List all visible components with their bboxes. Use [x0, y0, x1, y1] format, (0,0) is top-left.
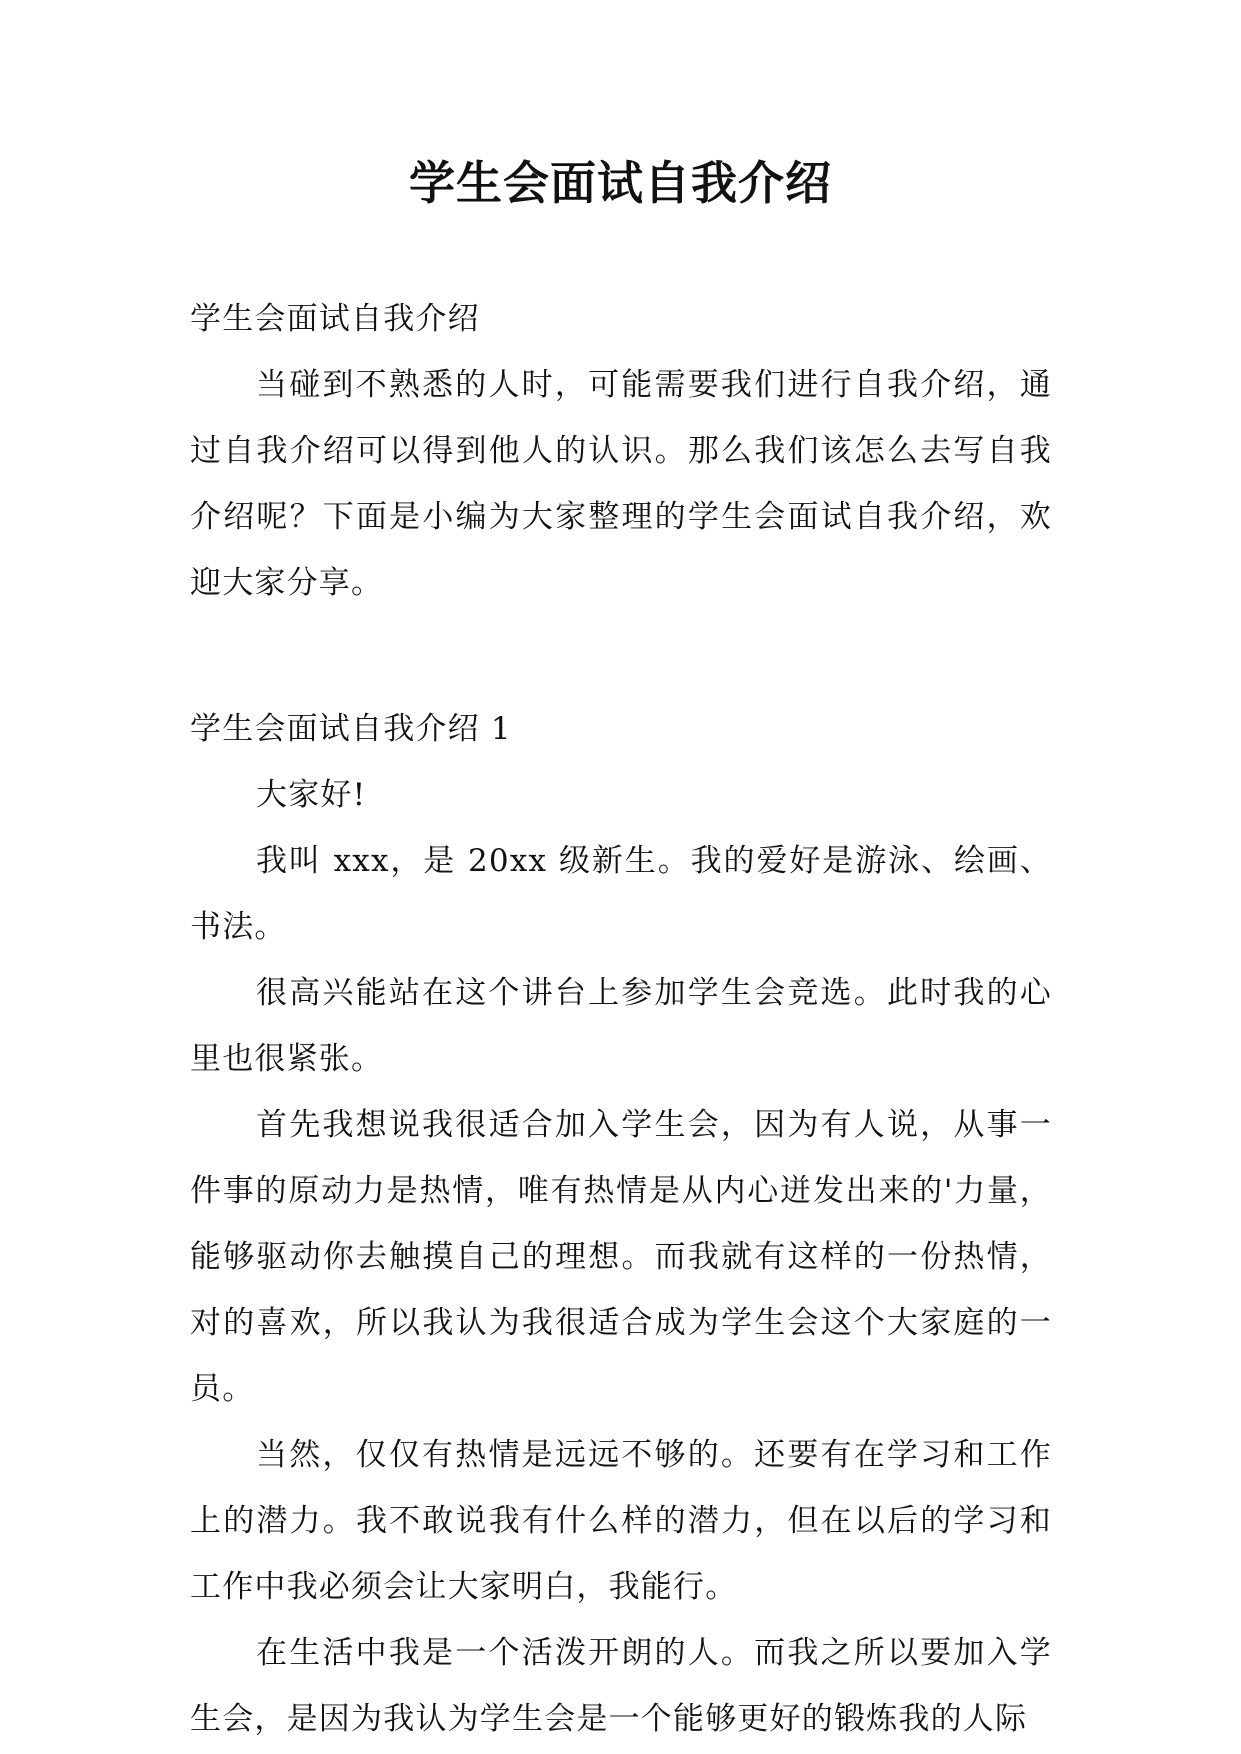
intro-heading: 学生会面试自我介绍: [190, 301, 480, 337]
section-heading: 学生会面试自我介绍 1: [190, 711, 512, 747]
document-body: [190, 286, 1052, 1752]
paragraph-passion: 首先我想说我很适合加入学生会，因为有人说，从事一件事的原动力是热情，唯有热情是从内心迸发出来的'力量，能够驱动你去触摸自己的理想。而我就有这样的一份热情，对的喜欢，所以我认为我很适合成为学生会这个大家庭的一员。: [190, 1107, 1052, 1407]
paragraph-personality: 在生活中我是一个活泼开朗的人。而我之所以要加入学生会，是因为我认为学生会是一个能够更好的锻炼我的人际: [190, 1635, 1052, 1737]
document-title: 学生会面试自我介绍: [409, 156, 832, 210]
paragraph-name-hobbies: 我叫 xxx，是 20xx 级新生。我的爱好是游泳、绘画、书法。: [190, 843, 1052, 945]
paragraph-nervous: 很高兴能站在这个讲台上参加学生会竞选。此时我的心里也很紧张。: [190, 975, 1052, 1077]
section-gap: [190, 616, 1052, 696]
paragraph-potential: 当然，仅仅有热情是远远不够的。还要有在学习和工作上的潜力。我不敢说我有什么样的潜力，但在以后的学习和工作中我必须会让大家明白，我能行。: [190, 1437, 1052, 1605]
paragraph-greeting: 大家好!: [256, 777, 367, 813]
intro-paragraph: 当碰到不熟悉的人时，可能需要我们进行自我介绍，通过自我介绍可以得到他人的认识。那么我们该怎么去写自我介绍呢？下面是小编为大家整理的学生会面试自我介绍，欢迎大家分享。: [190, 367, 1052, 601]
